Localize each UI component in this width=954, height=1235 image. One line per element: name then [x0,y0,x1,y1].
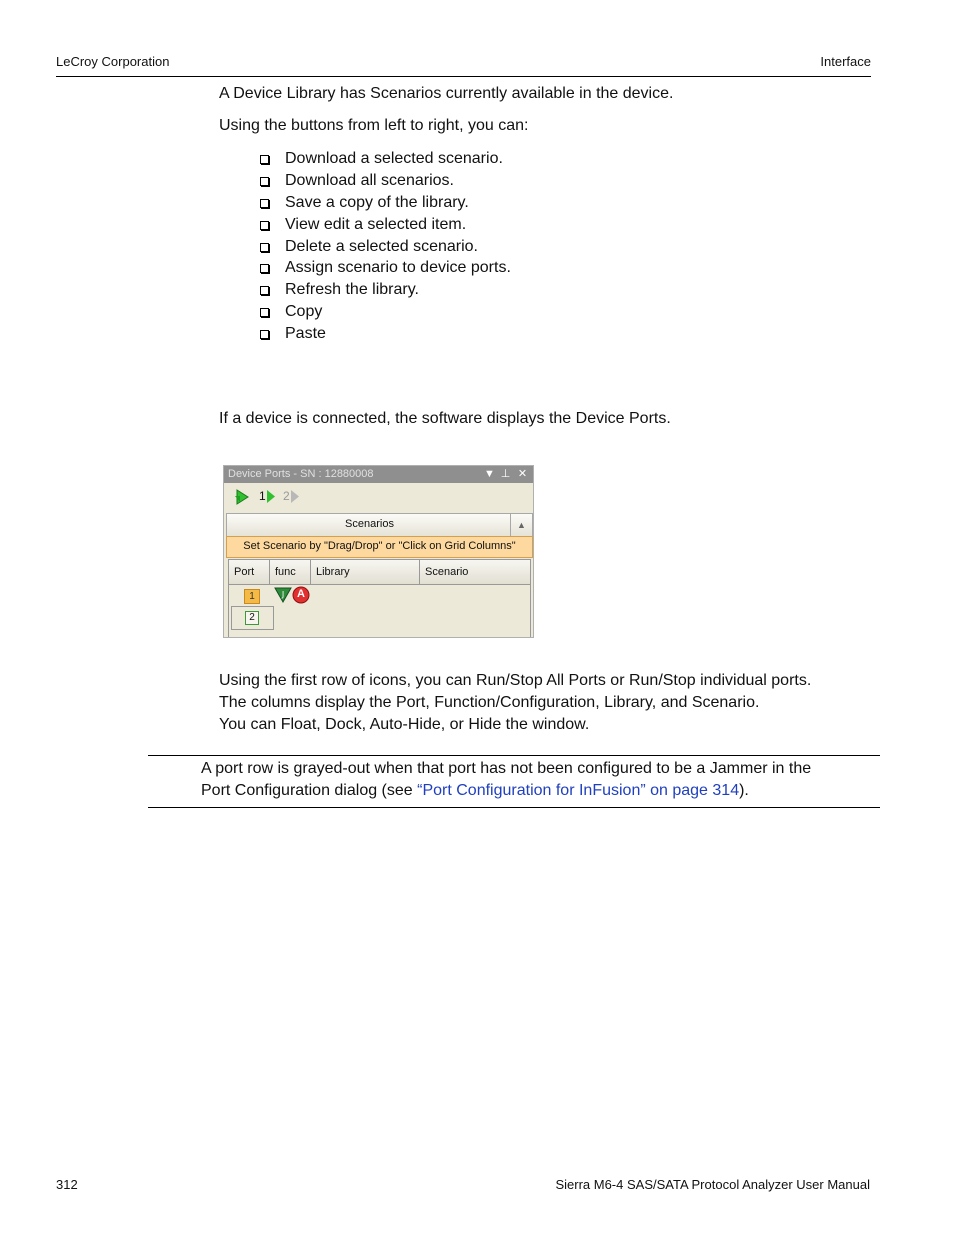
manual-title: Sierra M6-4 SAS/SATA Protocol Analyzer User Manual [555,1177,870,1192]
port-configuration-link[interactable]: “Port Configuration for InFusion” on page 314 [417,782,740,799]
list-item: Download a selected scenario. [258,148,511,170]
checkbox-bullet-icon [260,308,269,317]
checkbox-bullet-icon [260,199,269,208]
list-item: Copy [258,301,511,323]
note-line-2: Port Configuration dialog (see “Port Configuration for InFusion” on page 314). [201,782,749,799]
page-number: 312 [56,1177,78,1192]
pin-icon[interactable]: ⊥ [500,468,511,480]
list-item: Delete a selected scenario. [258,236,511,258]
button-list [258,148,511,345]
port-1-cell[interactable]: 1 [244,589,260,604]
collapse-icon[interactable]: ▲ [510,514,532,536]
jammer-function-icon[interactable] [273,586,313,606]
run-port-2-label[interactable]: 2 [283,489,290,503]
device-connected-paragraph: If a device is connected, the software displays the Device Ports. [219,410,671,427]
checkbox-bullet-icon [260,264,269,273]
page-header [56,54,871,77]
checkbox-bullet-icon [260,177,269,186]
run-port-1-icon[interactable] [267,490,275,503]
panel-title: Device Ports - SN : 12880008 [228,468,374,480]
checkbox-bullet-icon [260,243,269,252]
column-header-func[interactable]: func [270,560,311,584]
page-footer [56,1177,870,1192]
list-item: Download all scenarios. [258,170,511,192]
note-line-1: A port row is grayed-out when that port has not been configured to be a Jammer in the [201,760,812,777]
header-company: LeCroy Corporation [56,54,170,69]
checkbox-bullet-icon [260,221,269,230]
scenarios-header-label: Scenarios [345,518,394,530]
column-header-library[interactable]: Library [311,560,420,584]
svg-text:J: J [281,590,285,599]
table-row[interactable] [231,606,274,630]
run-port-1-label[interactable]: 1 [259,489,266,503]
note-box [148,755,880,808]
list-item: Assign scenario to device ports. [258,257,511,279]
intro-paragraph: A Device Library has Scenarios currently available in the device. [219,85,674,102]
checkbox-bullet-icon [260,155,269,164]
ports-grid [228,584,531,637]
scenarios-header[interactable] [226,513,533,537]
func-badge-label: A [297,588,305,600]
run-port-2-icon[interactable] [291,490,299,503]
dropdown-icon[interactable]: ▼ [484,468,495,480]
device-ports-panel [223,465,534,638]
list-item: Save a copy of the library. [258,192,511,214]
list-item: Refresh the library. [258,279,511,301]
ports-grid-header [228,559,531,585]
list-item: Paste [258,323,511,345]
checkbox-bullet-icon [260,286,269,295]
run-all-ports-icon[interactable] [234,488,250,506]
close-icon[interactable]: ✕ [517,468,528,480]
panel-toolbar [224,483,533,510]
explain-line-2: The columns display the Port, Function/Configuration, Library, and Scenario. [219,694,760,711]
column-header-scenario[interactable]: Scenario [425,566,469,578]
explain-line-3: You can Float, Dock, Auto-Hide, or Hide the window. [219,716,590,733]
panel-titlebar [224,466,533,483]
buttons-intro: Using the buttons from left to right, you can: [219,117,529,134]
explain-line-1: Using the first row of icons, you can Run/Stop All Ports or Run/Stop individual ports. [219,672,812,689]
checkbox-bullet-icon [260,330,269,339]
column-header-port[interactable]: Port [229,560,270,584]
scenario-hint: Set Scenario by "Drag/Drop" or "Click on Grid Columns" [226,536,533,558]
port-2-cell[interactable]: 2 [245,611,259,625]
header-section: Interface [820,54,871,69]
list-item: View edit a selected item. [258,214,511,236]
